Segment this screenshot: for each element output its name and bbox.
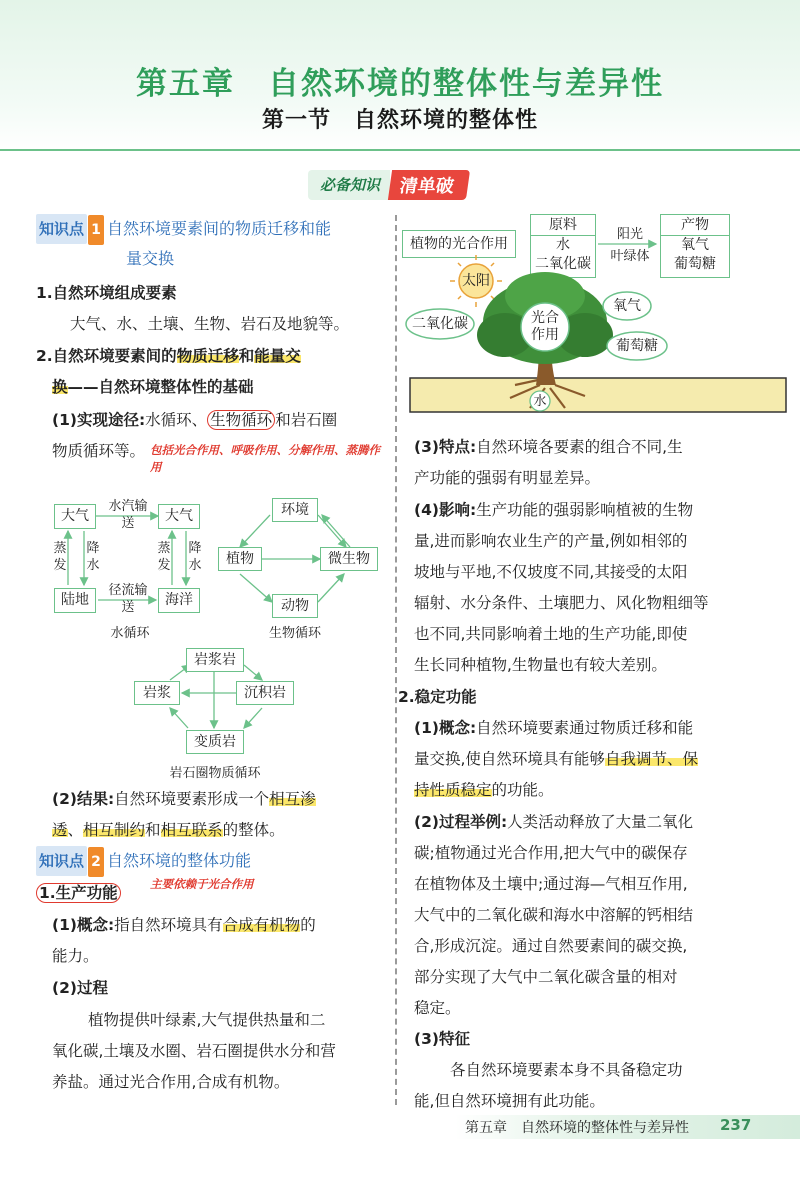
f4-line1 [414,495,693,526]
c1-line2: 能力。 [52,947,99,965]
kp2-title: 自然环境的整体功能 [107,851,252,870]
p1-line2: 物质循环等。 [52,442,146,460]
p2-sep1: 、 [67,821,84,839]
oxygen-label: 氧气 [613,298,641,314]
c2-body-line2: 氧化碳,土壤及水圈、岩石圈提供水分和营 [52,1042,336,1060]
bio-cycle-caption: 生物循环 [268,626,321,641]
f3-line2: 产功能的强弱有明显差异。 [414,469,601,487]
p1-text-b: 和岩石圈 [275,411,338,429]
rock-node-sedimentary: 沉积岩 [236,681,294,705]
rock-node-igneous: 岩浆岩 [186,648,244,672]
rock-node-magma: 岩浆 [134,681,180,705]
item2-prefix: 2.自然环境要素间的 [36,347,177,365]
page-number: 237 [720,1116,752,1134]
s2-line7: 稳定。 [414,999,461,1017]
f4-line4: 辐射、水分条件、土壤肥力、风化物粗细等 [414,594,709,612]
co2-label: 二氧化碳 [412,316,468,332]
s3-label: (3)特征 [414,1030,470,1048]
s2-line5: 合,形成沉淀。通过自然要素间的碳交换, [414,937,688,955]
s2-line6: 部分实现了大气中二氧化碳含量的相对 [414,968,678,986]
s1-text1: 自然环境要素通过物质迁移和能 [476,719,694,737]
circled-bio-cycle: 生物循环 [207,410,275,430]
s3-line1: 各自然环境要素本身不具备稳定功 [450,1061,683,1079]
s1-text2: 量交换,使自然环境具有能够 [414,750,605,768]
hl-mutual-penetration: 相互渗 [269,790,316,808]
s2-line2: 碳;植物通过光合作用,把大气中的碳保存 [414,844,688,862]
photo-prod-head: 产物 [661,215,729,236]
stability-heading: 2.稳定功能 [398,688,477,706]
s1-label: (1)概念: [414,719,477,737]
item1-body: 大气、水、土壤、生物、岩石及地貌等。 [70,315,350,333]
kp-number: 1 [88,215,104,245]
f3-label: (3)特点: [414,438,477,456]
photo-center-line1: 光合 [531,310,559,326]
p1-handwritten-note: 包括光合作用、呼吸作用、分解作用、蒸腾作用 [150,443,380,474]
f4-line6: 生长同种植物,生物量也有较大差别。 [414,656,667,674]
f4-label: (4)影响: [414,501,477,519]
s1-line1 [414,713,693,744]
s1-line3 [414,775,554,806]
s2-line4: 大气中的二氧化碳和海水中溶解的钙相结 [414,906,694,924]
photo-center-line2: 作用 [531,327,559,343]
photo-condition-chloroplast: 叶绿体 [610,249,650,264]
kp-title-line2: 量交换 [126,249,175,268]
kp-tag: 知识点 [36,214,87,244]
circled-production-function: 1.生产功能 [36,883,121,903]
photo-raw-water: 水 [556,237,570,253]
bio-node-animal: 动物 [272,594,318,618]
banner-right: 清单破 [388,170,470,200]
label-vapor-transport: 水汽输送 [108,499,148,531]
c1-label: (1)概念: [52,916,115,934]
s2-text1: 人类活动释放了大量二氧化 [507,813,694,831]
banner-left: 必备知识 [308,170,390,200]
photo-title-box: 植物的光合作用 [402,230,516,258]
s2-line3: 在植物体及土壤中;通过海—气相互作用, [414,875,688,893]
label-evaporation-left: 蒸发 [53,541,67,573]
footer-chapter: 第五章 自然环境的整体性与差异性 [465,1120,689,1136]
label-evaporation-right: 蒸发 [157,541,171,573]
hl-synthesize-organic: 合成有机物 [222,916,301,934]
water-node-ocean: 海洋 [158,588,200,613]
production-handwritten-note: 主要依赖于光合作用 [150,877,254,891]
page-footer [455,1115,800,1139]
water-cycle-caption: 水循环 [110,626,150,641]
s2-line1 [414,807,693,838]
rock-node-metamorphic: 变质岩 [186,730,244,754]
hl-self-regulation: 自我调节、保 [604,750,698,768]
p2-sep2: 和 [145,821,161,839]
water-label: 水 [533,394,547,409]
s3-line2: 能,但自然环境拥有此功能。 [414,1092,605,1110]
p1-label: (1)实现途径: [52,411,146,429]
kp2-number: 2 [88,847,104,877]
water-node-atmosphere-left: 大气 [54,504,96,529]
hl-exchange-end: 换 [52,378,68,396]
section-title: 第一节 自然环境的整体性 [261,108,538,133]
p2-text-a: 自然环境要素形成一个 [114,790,270,808]
glucose-label: 葡萄糖 [616,338,658,354]
sun-label: 太阳 [462,273,490,289]
f4-line2: 量,进而影响农业生产的产量,例如相邻的 [414,532,688,550]
photo-prod-glucose: 葡萄糖 [674,256,716,272]
hl-mutual-connection: 相互联系 [160,821,223,839]
hl-energy-exchange: 能量交 [254,347,301,365]
chapter-title: 第五章 自然环境的整体性与差异性 [136,66,664,102]
photo-condition-sunlight: 阳光 [616,227,643,242]
bio-node-environment: 环境 [272,498,318,522]
s1-line2 [414,744,698,775]
hl-material-migration: 物质迁移 [176,347,239,365]
bio-node-plant: 植物 [218,547,262,571]
s1-text3: 的功能。 [491,781,554,799]
bio-node-microbe: 微生物 [320,547,378,571]
f4-line3: 坡地与平地,不仅坡度不同,其接受的太阳 [414,563,688,581]
c1-text-a: 指自然环境具有 [114,916,223,934]
kp-title-line1: 自然环境要素间的物质迁移和能 [107,219,332,238]
f3-text1: 自然环境各要素的组合不同,生 [476,438,683,456]
c2-body-line3: 养盐。通过光合作用,合成有机物。 [52,1073,290,1091]
c2-body-line1: 植物提供叶绿素,大气提供热量和二 [88,1011,326,1029]
photo-prod-oxygen: 氧气 [681,237,709,253]
photo-raw-co2: 二氧化碳 [535,256,591,272]
f4-text1: 生产功能的强弱影响植被的生物 [476,501,694,519]
hl-mutual-restriction: 相互制约 [83,821,146,839]
label-precip-left: 降水 [86,541,100,573]
water-node-atmosphere-right: 大气 [158,504,200,529]
label-precip-right: 降水 [188,541,202,573]
f4-line5: 也不同,共同影响着土地的生产功能,即使 [414,625,688,643]
item1-heading: 1.自然环境组成要素 [36,284,177,302]
hl-penetration-end: 透 [52,821,68,839]
p2-label: (2)结果: [52,790,115,808]
water-node-land: 陆地 [54,588,96,613]
p1-text-a: 水循环、 [145,411,208,429]
item2-mid: 和 [238,347,255,365]
soil-ground [410,378,786,412]
s2-label: (2)过程举例: [414,813,508,831]
photo-raw-head: 原料 [531,215,595,236]
item2-suffix: ——自然环境整体性的基础 [67,378,254,396]
hl-keep-stable: 持性质稳定 [414,781,492,799]
c1-text-b: 的 [300,916,316,934]
c2-label: (2)过程 [52,979,108,997]
label-runoff-transport: 径流输送 [108,583,148,615]
kp2-tag: 知识点 [36,846,87,876]
f3-line1 [414,432,683,463]
rock-cycle-caption: 岩石圈物质循环 [169,766,261,781]
p2-text-b: 的整体。 [222,821,285,839]
